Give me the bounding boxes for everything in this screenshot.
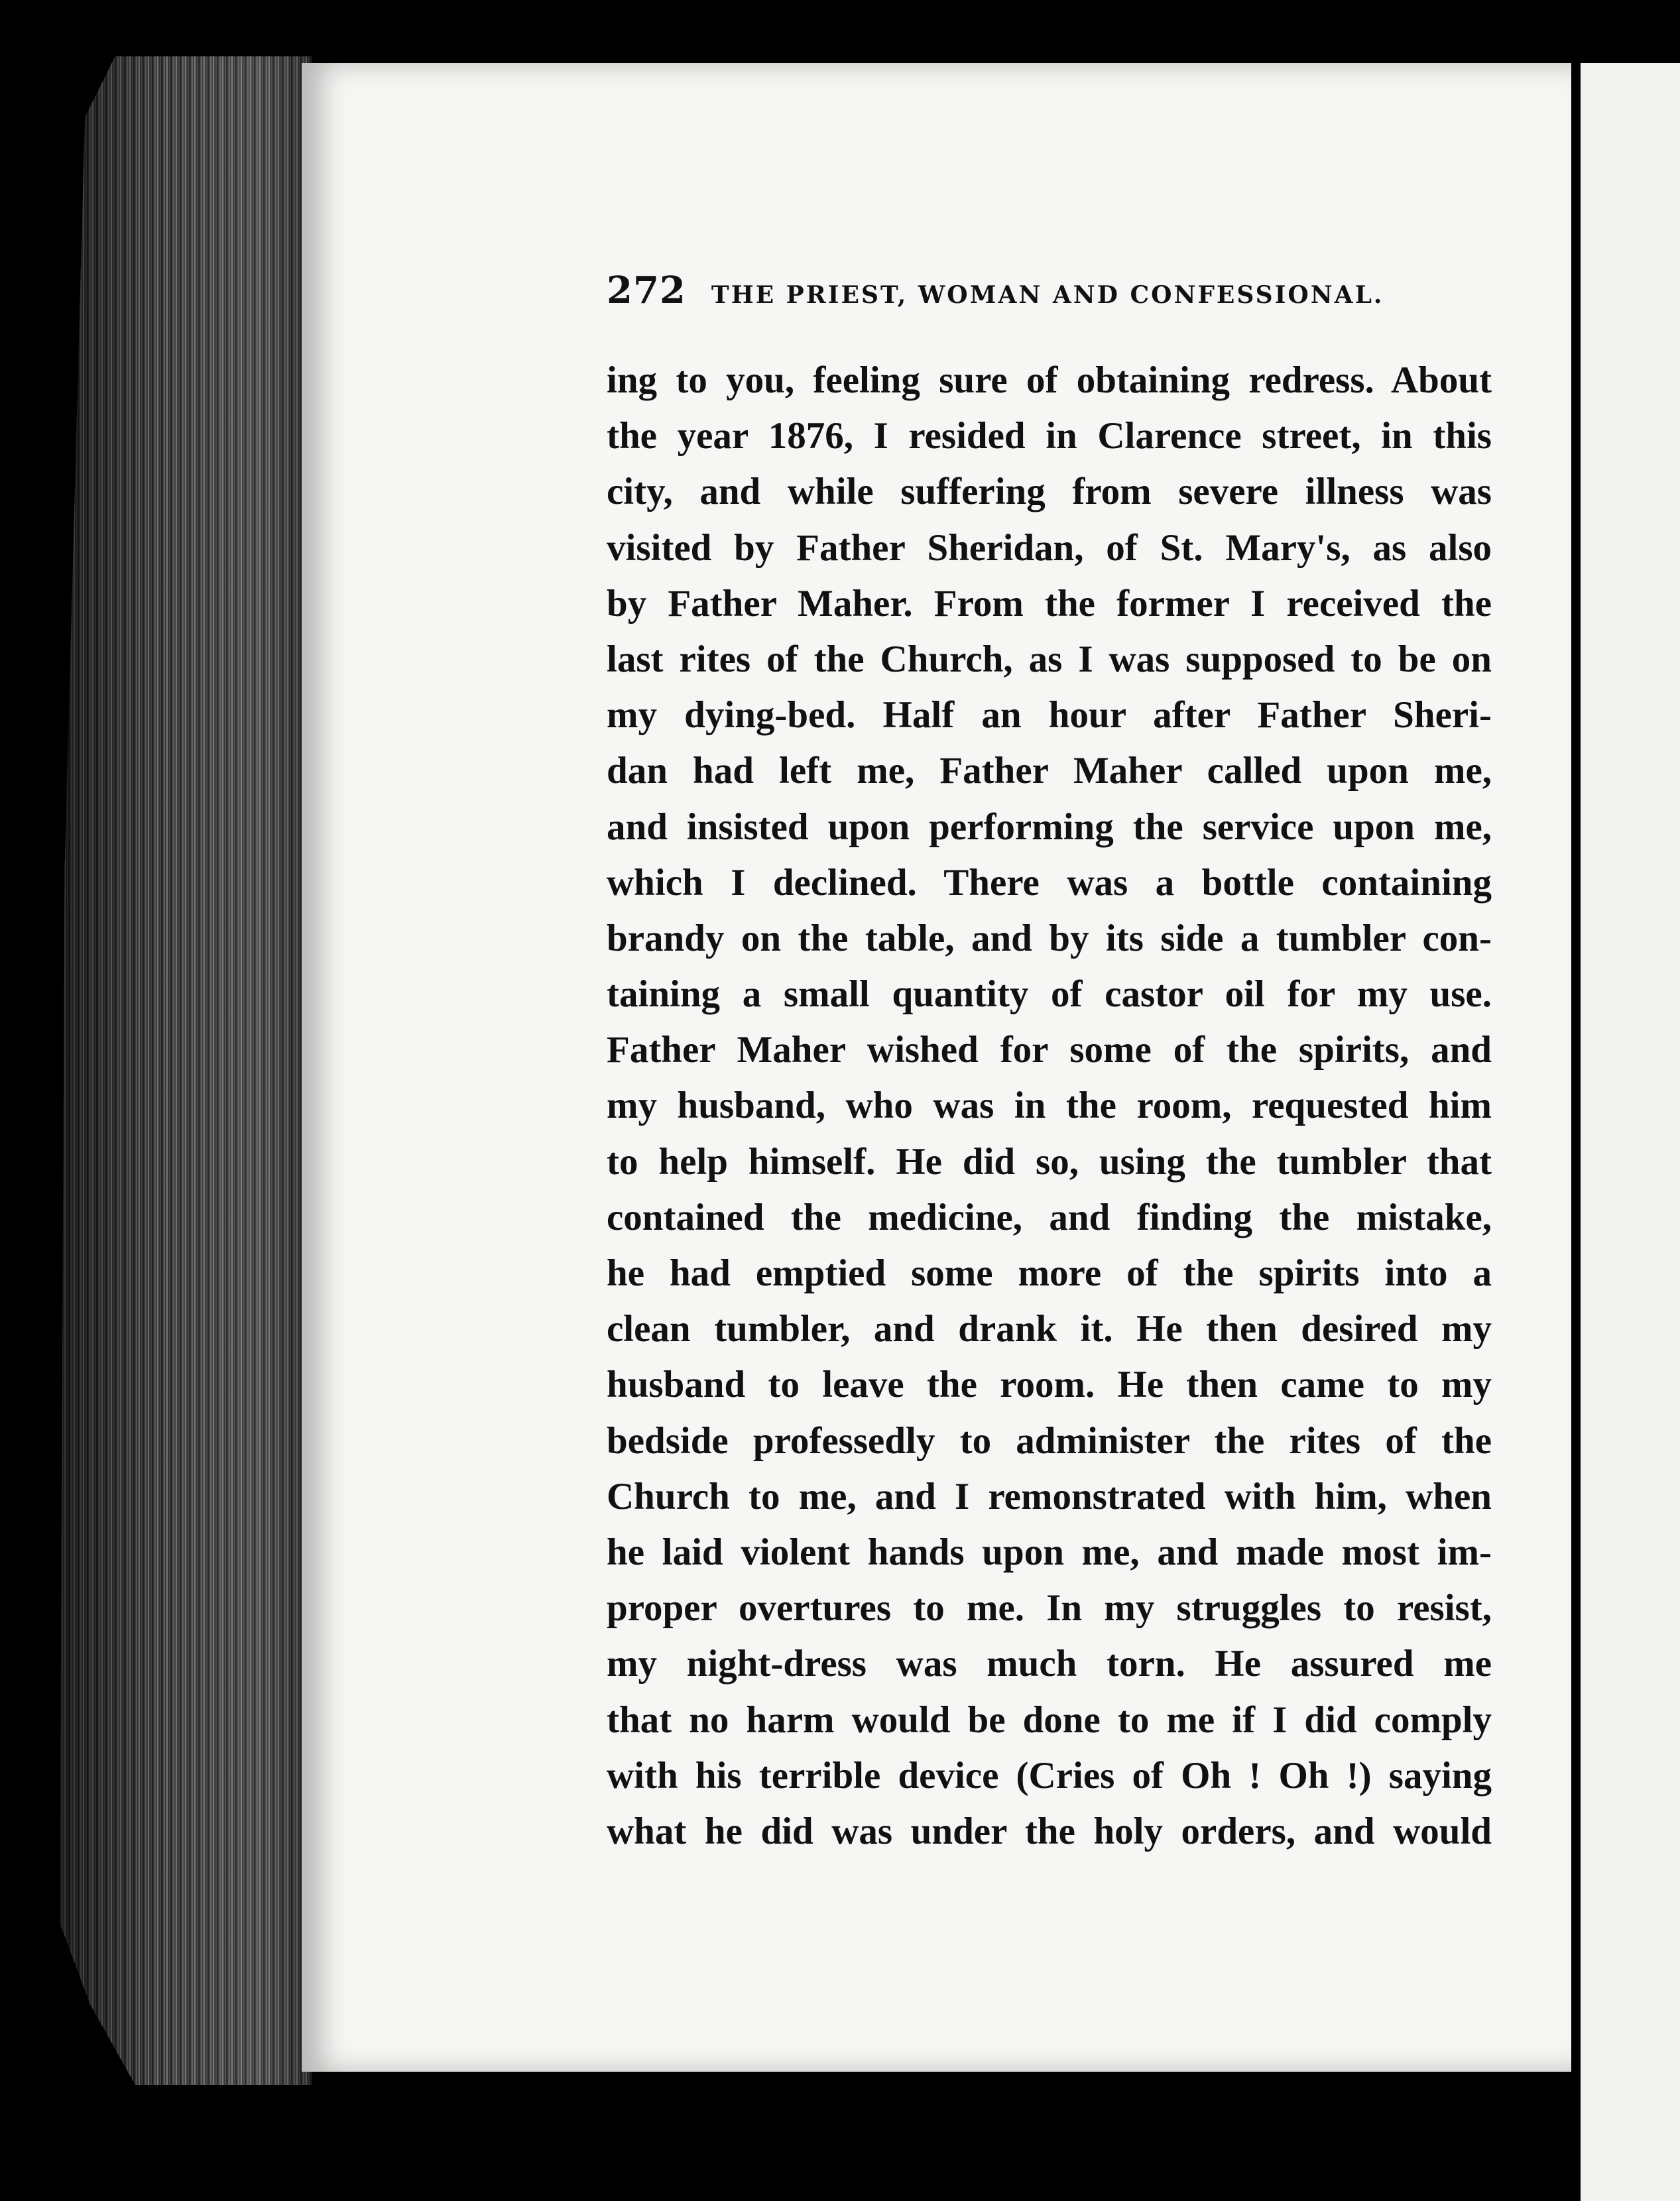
text-line: taining a small quantity of castor oil for my use. — [607, 973, 1492, 1016]
text-line: which I declined. There was a bottle containing — [607, 861, 1492, 904]
text-line: dan had left me, Father Maher called upon me, — [607, 750, 1492, 792]
text-line: by Father Maher. From the former I received the — [607, 582, 1492, 625]
text-line: brandy on the table, and by its side a tumbler con- — [607, 917, 1492, 959]
text-line: visited by Father Sheridan, of St. Mary's, as also — [607, 526, 1492, 569]
text-line: he laid violent hands upon me, and made most im- — [607, 1531, 1492, 1573]
text-line: that no harm would be done to me if I did comply — [607, 1698, 1492, 1741]
text-line: proper overtures to me. In my struggles to resist, — [607, 1587, 1492, 1630]
text-line: contained the medicine, and finding the mistake, — [607, 1196, 1492, 1238]
gutter-shadow — [1571, 63, 1581, 2184]
running-head — [607, 268, 1442, 315]
text-line: to help himself. He did so, using the tumbler that — [607, 1140, 1492, 1183]
text-line: last rites of the Church, as I was supposed to be on — [607, 638, 1492, 680]
running-title: THE PRIEST, WOMAN AND CONFESSIONAL. — [711, 281, 1384, 309]
text-line: my husband, who was in the room, requested him — [607, 1085, 1492, 1127]
text-line: Father Maher wished for some of the spirits, and — [607, 1029, 1492, 1071]
book-page-edges — [60, 56, 312, 2085]
page-number: 272 — [607, 268, 686, 312]
text-line: and insisted upon performing the service upon me, — [607, 805, 1492, 848]
text-line: bedside professedly to administer the rites of the — [607, 1419, 1492, 1462]
text-line: the year 1876, I resided in Clarence street, in this — [607, 415, 1492, 457]
text-line: clean tumbler, and drank it. He then desired my — [607, 1308, 1492, 1350]
text-line: what he did was under the holy orders, and would — [607, 1810, 1492, 1852]
text-line: my night-dress was much torn. He assured me — [607, 1643, 1492, 1685]
text-line: ing to you, feeling sure of obtaining redress. About — [607, 359, 1492, 401]
text-line: husband to leave the room. He then came to my — [607, 1364, 1492, 1406]
body-text — [607, 353, 1492, 1860]
text-line: he had emptied some more of the spirits into a — [607, 1252, 1492, 1294]
text-line: with his terrible device (Cries of Oh ! Oh !) saying — [607, 1754, 1492, 1797]
text-line: my dying-bed. Half an hour after Father Sheri- — [607, 694, 1492, 737]
facing-page-edge — [1581, 63, 1680, 2201]
text-line: city, and while suffering from severe illness was — [607, 471, 1492, 513]
text-line: Church to me, and I remonstrated with him, when — [607, 1475, 1492, 1517]
